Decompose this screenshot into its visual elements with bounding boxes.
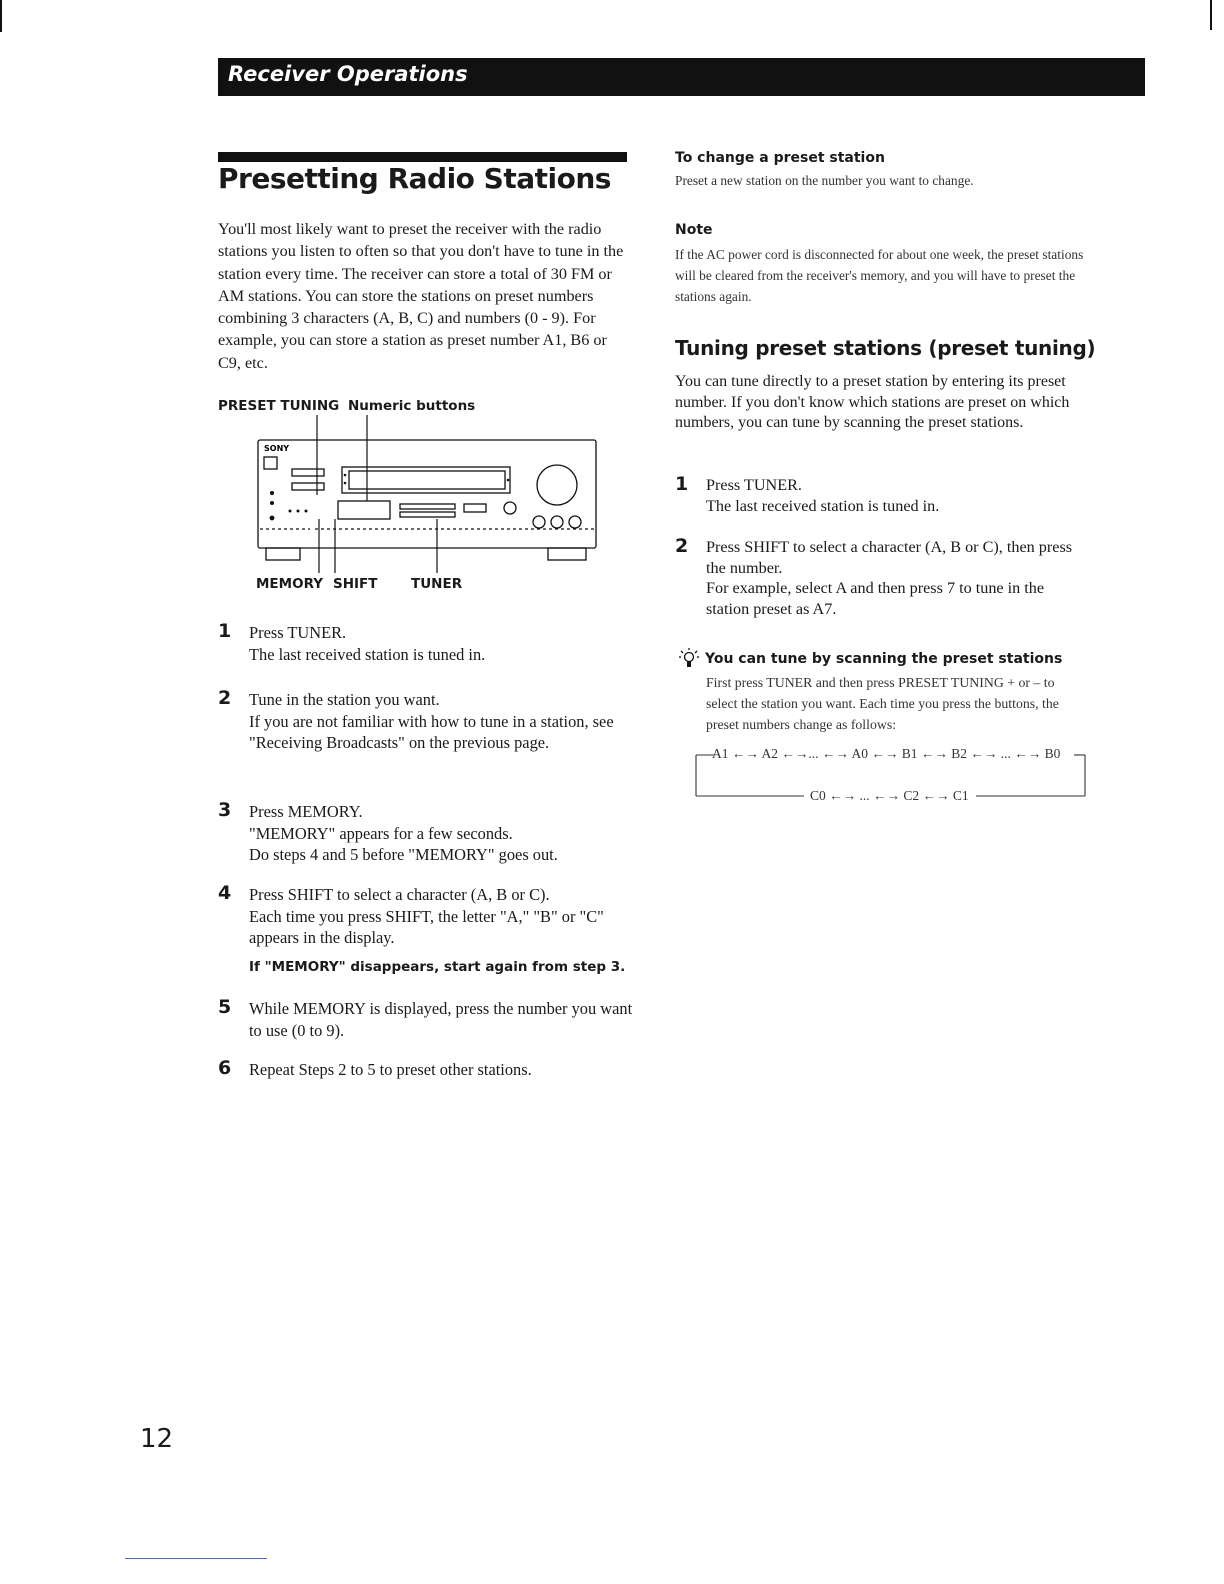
step-line: The last received station is tuned in. [249,644,486,664]
step-line: Press SHIFT to select a character (A, B or C), then press the number. [706,538,1073,577]
step-line: For example, select A and then press 7 to tune in the station preset as A7. [706,579,1045,619]
tip-text: First press TUNER and then press PRESET TUNING + or – to select the station you want. Each time you press the buttons, the preset numbers change as follows: [706,675,1059,732]
step-text [249,884,639,949]
step-text [706,537,1086,620]
label-tuner: TUNER [411,576,463,592]
tip-heading: You can tune by scanning the preset stations [705,651,1063,667]
intro-paragraph: You'll most likely want to preset the receiver with the radio stations you listen to often so that you don't have to tune in the station every time. The receiver can store a total of 30 FM or AM stations. You can store the stations on preset numbers combining 3 characters (A, B, C) and numbers (0 - 9). For example, you can store a station as preset number A1, B6 or C9, etc. [218,220,624,372]
footer-line [125,1558,267,1559]
step-line: Press MEMORY. [249,802,363,821]
step-number: 1 [218,620,232,642]
label-shift: SHIFT [333,576,378,592]
page-number: 12 [140,1424,174,1454]
step-line: Tune in the station you want. [249,690,440,709]
label-memory: MEMORY [256,576,323,592]
title-rule [218,152,627,162]
preset-cycle-bottom: C0 ←→ ... ←→ C2 ←→ C1 [810,788,969,803]
step-number: 2 [675,535,689,557]
preset-tuning-heading: Tuning preset stations (preset tuning) [675,336,1096,360]
scan-edge-mark [0,0,2,32]
change-preset-text: Preset a new station on the number you want to change. [675,173,974,188]
change-preset-heading: To change a preset station [675,150,885,166]
step-number: 2 [218,687,232,709]
step-line: Press SHIFT to select a character (A, B or C). [249,885,550,904]
step-text [249,801,639,866]
step-line: If you are not familiar with how to tune in a station, see "Receiving Broadcasts" on the previous page. [249,711,614,752]
step-line: Press TUNER. [249,623,347,642]
preset-cycle-top: A1 ←→ A2 ←→... ←→ A0 ←→ B1 ←→ B2 ←→ ... ←→ B0 [712,746,1061,761]
label-preset-tuning: PRESET TUNING [218,398,340,414]
memory-warning: If "MEMORY" disappears, start again from step 3. [249,959,626,975]
step-text [249,689,639,754]
step-text [706,475,1086,516]
lightbulb-icon [678,647,700,671]
note-heading: Note [675,222,713,238]
step-line: Repeat Steps 2 to 5 to preset other stations. [249,1060,532,1079]
step-line: Press TUNER. [706,476,802,494]
step-number: 1 [675,473,689,495]
step-text [249,622,639,665]
step-line: Do steps 4 and 5 before "MEMORY" goes out. [249,845,558,864]
step-text [249,998,639,1041]
section-title: Receiver Operations [228,62,468,86]
preset-tuning-intro: You can tune directly to a preset station by entering its preset number. If you don't know which stations are preset on which numbers, you can tune by scanning the preset stations. [675,373,1070,432]
page-title: Presetting Radio Stations [218,162,611,195]
step-number: 6 [218,1057,232,1079]
step-number: 4 [218,882,232,904]
receiver-diagram [250,415,602,575]
step-line: "MEMORY" appears for a few seconds. [249,823,513,843]
step-line: Each time you press SHIFT, the letter "A," "B" or "C" appears in the display. [249,906,604,947]
note-text: If the AC power cord is disconnected for about one week, the preset stations will be cleared from the receiver's memory, and you will have to preset the stations again. [675,247,1084,304]
step-line: While MEMORY is displayed, press the number you want to use (0 to 9). [249,999,633,1040]
step-number: 3 [218,799,232,821]
label-numeric-buttons: Numeric buttons [348,398,476,414]
step-line: The last received station is tuned in. [706,496,940,515]
step-text [249,1059,639,1081]
section-header-bar [218,58,1145,96]
scan-edge-mark [1210,0,1212,30]
step-number: 5 [218,996,232,1018]
brand-logo: SONY [264,444,290,453]
